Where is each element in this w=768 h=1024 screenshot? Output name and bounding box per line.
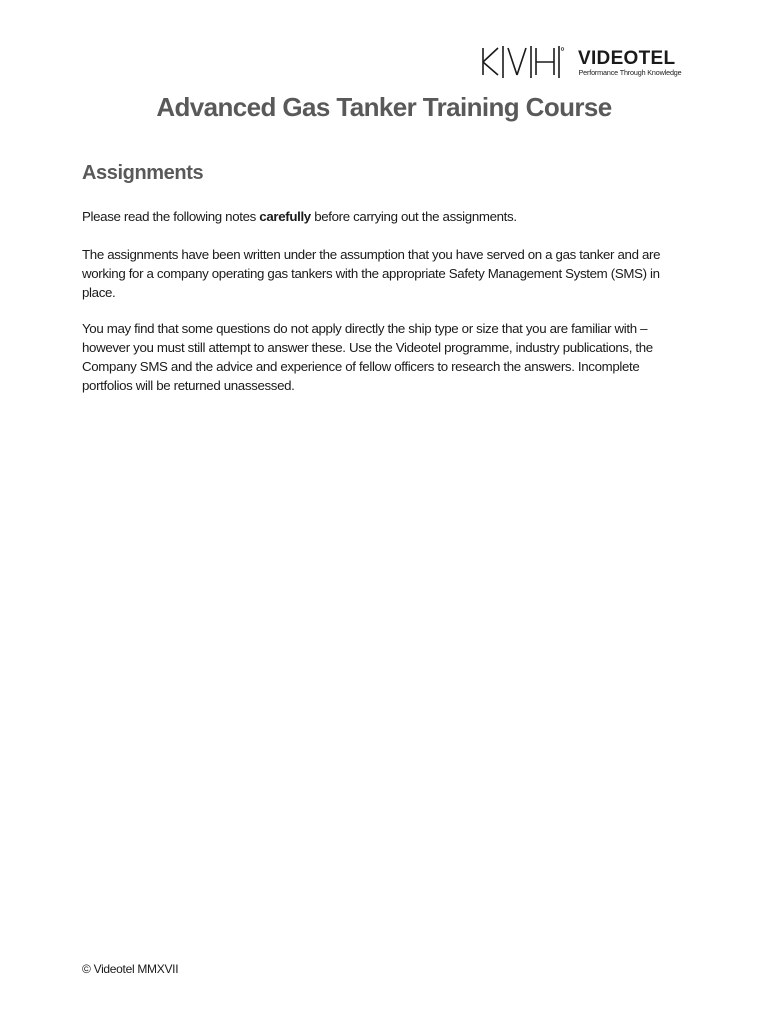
kvh-videotel-logo-graphic (480, 44, 690, 80)
footer-copyright: © Videotel MMXVII (82, 962, 179, 976)
document-title: Advanced Gas Tanker Training Course (156, 92, 612, 122)
kvh-mark-icon (483, 46, 559, 78)
intro-paragraph (82, 207, 692, 226)
intro-text-after: before carrying out the assignments. (310, 209, 517, 224)
logo-tagline: Performance Through Knowledge (578, 68, 682, 77)
videotel-wordmark: VIDEOTEL (578, 48, 676, 69)
intro-emphasis: carefully (259, 209, 311, 224)
assumption-paragraph: The assignments have been written under the assumption that you have served on a gas tanker and are working for a company operating gas tankers with the appropriate Safety Management System (SMS) in place. (82, 247, 661, 300)
guidance-paragraph: You may find that some questions do not apply directly the ship type or size that you are familiar with – however you must still attempt to answer these. Use the Videotel programme, industry publications, the Company SMS and the advice and experience of fellow officers to research the answers. Incomplete portfolios will be returned unassessed. (82, 321, 653, 393)
section-heading: Assignments (82, 162, 204, 184)
kvh-videotel-logo (480, 44, 690, 80)
intro-text-before: Please read the following notes (82, 209, 260, 224)
